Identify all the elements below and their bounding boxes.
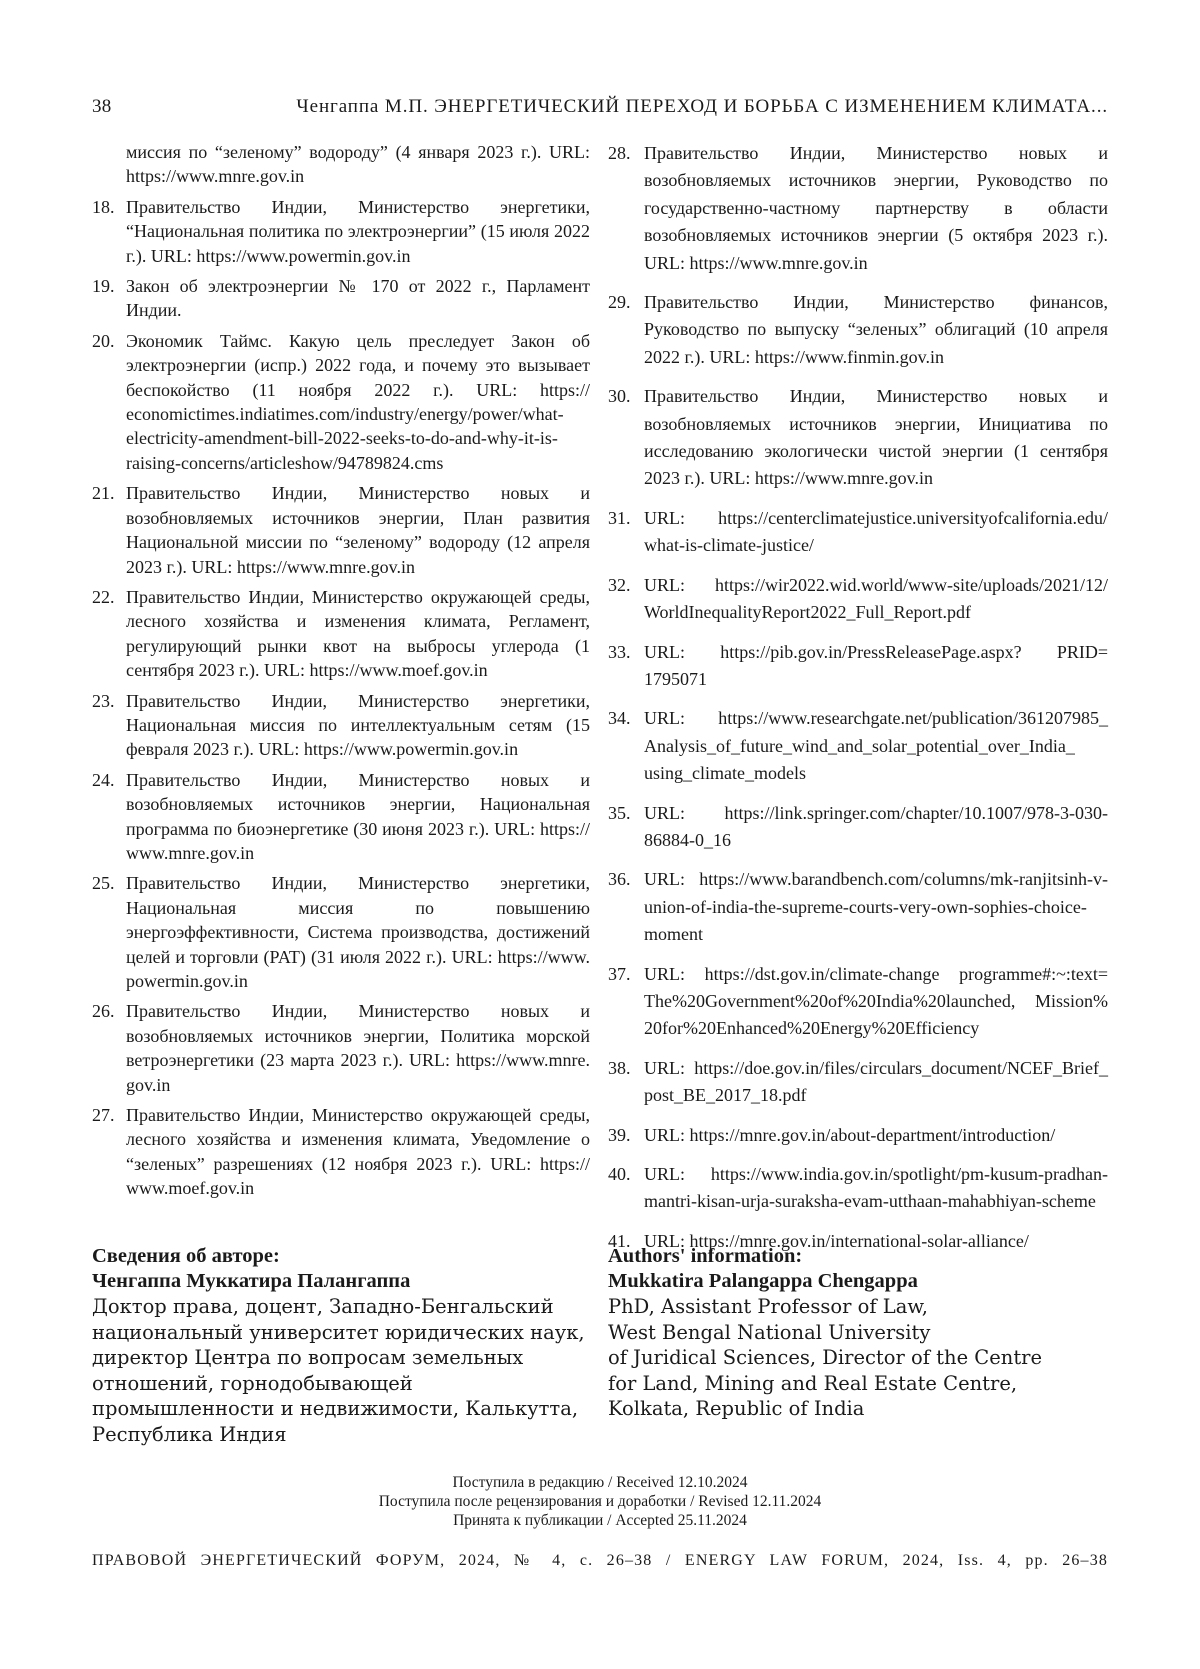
- reference-text: URL:​ https:​/​/​www.​researchgate.​net/​publication/​361207985_​Analysis_​of_​future_​wind_​and_​solar_​potential_​over_​India_​using_​climate_​models: [644, 708, 1108, 784]
- reference-text: Правительство Индии, Министерство энергетики, Национальная миссия по повышению энергоэффективности, Система производства, достижений целей и торговли (PAT) (31 июля 2022 г.​).​ URL:​ https:​/​/​www.​powermin.​gov.​in: [126, 873, 590, 991]
- reference-text: URL:​ https:​/​/​www.​india.​gov.​in/​spotlight/​pm-​kusum-​pradhan-​mantri-​kisan-​urja-​suraksha-​evam-​utthaan-​mahabhiyan-​scheme: [644, 1164, 1108, 1212]
- reference-item: [608, 1122, 1108, 1149]
- reference-number: 25.: [92, 873, 115, 894]
- submission-dates: [0, 1473, 1200, 1530]
- reference-number: 29.: [608, 292, 631, 313]
- reference-number: 31.: [608, 507, 631, 528]
- reference-text: URL:​ https:​/​/​wir2022.​wid.​world/​www-​site/​uploads/​2021/​12/​WorldInequalityReport2022_​Full_​Report.​pdf: [644, 574, 1108, 623]
- author-info-heading: Authors' information:: [608, 1245, 803, 1267]
- reference-item: [608, 639, 1108, 694]
- reference-number: 32.: [608, 574, 631, 595]
- page-number: 38: [92, 96, 112, 117]
- reference-text: URL:​ https:​/​/​pib.​gov.​in/​PressReleasePage.​aspx? PRID=​1795071: [644, 641, 1108, 689]
- reference-text: URL:​ https:​/​/​link.​springer.​com/​chapter/​10.​1007/​978-​3-​030-​86884-​0_​16: [644, 802, 1108, 850]
- reference-item: [608, 140, 1108, 277]
- reference-item: [92, 274, 590, 323]
- reference-text: URL:​ https:​/​/​mnre.​gov.​in/​international-​solar-​alliance/​: [644, 1230, 1029, 1251]
- reference-item: [608, 1055, 1108, 1110]
- reference-text: Правительство Индии, Министерство новых и возобновляемых источников энергии, Руководство по государственно-​частному партнерству в области возобновляемых источников энергии (5 октября 2023 г.​).​ URL:​ https:​/​/​www.​mnre.​gov.​in: [644, 143, 1108, 273]
- reference-number: 40.: [608, 1164, 631, 1184]
- reference-text: Правительство Индии, Министерство окружающей среды, лесного хозяйства и изменения климата, Регламент, регулирующий рынки квот на выбросы углерода (1 сентября 2023 г.​).​ URL:​ https:​/​/​www.​moef.​gov.​in: [126, 586, 590, 681]
- reference-number: 34.: [608, 708, 631, 729]
- journal-footer: ПРАВОВОЙ ЭНЕРГЕТИЧЕСКИЙ ФОРУМ, 2024, № 4, с. 26–38 / ENERGY LAW FORUM, 2024, Iss. 4, pp. 26–38: [92, 1552, 1108, 1569]
- reference-number: 18.: [92, 196, 115, 217]
- reference-text: миссия по “зеленому” водороду” (4 января 2023 г.​).​ URL:​ https:​/​/​www.​mnre.​gov.​in: [126, 142, 590, 187]
- reference-item: [92, 871, 590, 993]
- reference-number: 27.: [92, 1105, 115, 1126]
- reference-item: [92, 329, 590, 475]
- accepted-date: Принята к публикации / Accepted 25.11.2024: [453, 1512, 747, 1529]
- author-info-english: [608, 1244, 1108, 1422]
- reference-text: URL:​ https:​/​/​dst.​gov.​in/​climate-​change programme#​:​~​:​text=​The%​20Government%​20of%​20India%​20launched, Mission%​20for%​20Enhanced%​20Energy%​20Efficiency: [644, 963, 1108, 1039]
- running-title: Ченгаппа М.П. ЭНЕРГЕТИЧЕСКИЙ ПЕРЕХОД И БОРЬБА С ИЗМЕНЕНИЕМ КЛИМАТА...: [296, 96, 1108, 117]
- reference-number: 26.: [92, 1001, 115, 1022]
- author-bio-line: West Bengal National University: [608, 1320, 931, 1344]
- references-right-column: [608, 140, 1108, 1267]
- reference-item: [608, 383, 1108, 493]
- reference-number: 24.: [92, 769, 115, 790]
- author-bio-line: PhD, Assistant Professor of Law,: [608, 1295, 928, 1318]
- author-bio-line: of Juridical Sciences, Director of the Centre: [608, 1346, 1043, 1369]
- reference-number: 41.: [608, 1230, 631, 1251]
- reference-number: 19.: [92, 276, 115, 297]
- author-bio-line: for Land, Mining and Real Estate Centre,: [608, 1371, 1018, 1395]
- reference-item: [608, 1161, 1108, 1216]
- author-info-heading: Сведения об авторе:: [92, 1245, 280, 1267]
- reference-item: [92, 585, 590, 683]
- author-name: Ченгаппа Муккатира Палангаппа: [92, 1270, 411, 1292]
- reference-number: 28.: [608, 143, 631, 163]
- reference-item: [608, 572, 1108, 627]
- author-bio: Доктор права, доцент, Западно-Бенгальский национальный университет юридических наук, директор Центра по вопросам земельных отношений, горнодобывающей промышленности и недвижимости, Калькутта, Республика Индия: [92, 1295, 585, 1446]
- reference-text: Правительство Индии, Министерство новых и возобновляемых источников энергии, Политика морской ветроэнергетики (23 марта 2023 г.​).​ URL:​ https:​/​/​www.​mnre.​gov.​in: [126, 1001, 590, 1095]
- reference-number: 39.: [608, 1124, 631, 1145]
- reference-text: Правительство Индии, Министерство финансов, Руководство по выпуску “зеленых” облигаций (10 апреля 2022 г.​).​ URL:​ https:​/​/​www.​finmin.​gov.​in: [644, 292, 1108, 367]
- reference-item: [608, 961, 1108, 1043]
- received-date: Поступила в редакцию / Received 12.10.2024: [452, 1474, 748, 1491]
- reference-item: [92, 481, 590, 579]
- reference-item: [92, 999, 590, 1097]
- reference-item: [608, 289, 1108, 371]
- reference-item: [92, 1103, 590, 1201]
- revised-date: Поступила после рецензирования и доработки / Revised 12.11.2024: [378, 1493, 822, 1510]
- reference-item: [608, 866, 1108, 948]
- author-bio: [608, 1294, 1108, 1422]
- reference-item: [92, 689, 590, 762]
- reference-text: Правительство Индии, Министерство энергетики, Национальная миссия по интеллектуальным сетям (15 февраля 2023 г.​).​ URL:​ https:​/​/​www.​powermin.​gov.​in: [126, 690, 590, 760]
- running-header: [92, 96, 1108, 118]
- reference-text: URL:​ https:​/​/​www.​barandbench.​com/​columns/​mk-​ranjitsinh-​v-​union-​of-​india-​the-​supreme-​courts-​very-​own-​sophies-​choice-​moment: [644, 869, 1108, 945]
- author-info-russian: [92, 1244, 592, 1447]
- reference-text: Закон об электроэнергии № 170 от 2022 г.​, Парламент Индии.​: [126, 276, 590, 321]
- reference-number: 23.: [92, 690, 115, 711]
- reference-text: URL:​ https:​/​/​centerclimatejustice.​universityofcalifornia.​edu/​what-​is-​climate-​justice/​: [644, 507, 1108, 556]
- reference-text: URL:​ https:​/​/​mnre.​gov.​in/​about-​department/​introduction/​: [644, 1124, 1056, 1145]
- reference-text: Правительство Индии, Министерство новых и возобновляемых источников энергии, Инициатива по исследованию экологически чистой энергии (1 сентября 2023 г.​).​ URL:​ https:​/​/​www.​mnre.​gov.​in: [644, 386, 1108, 489]
- reference-text: Правительство Индии, Министерство энергетики, “Национальная политика по электроэнергии” (15 июля 2022 г.​).​ URL:​ https:​/​/​www.​powermin.​gov.​in: [126, 196, 590, 266]
- reference-item: [608, 505, 1108, 560]
- reference-text: URL:​ https:​/​/​doe.​gov.​in/​files/​circulars_​document/​NCEF_​Brief_​post_​BE_​2017_​18.​pdf: [644, 1057, 1108, 1106]
- author-name: Mukkatira Palangappa Chengappa: [608, 1270, 918, 1292]
- reference-item: [608, 800, 1108, 855]
- reference-text: Правительство Индии, Министерство окружающей среды, лесного хозяйства и изменения климата, Уведомление о “зеленых” разрешениях (12 ноября 2023 г.​).​ URL:​ https:​/​/​www.​moef.​gov.​in: [126, 1105, 590, 1199]
- reference-text: Правительство Индии, Министерство новых и возобновляемых источников энергии, План развития Национальной миссии по “зеленому” водороду (12 апреля 2023 г.​).​ URL:​ https:​/​/​www.​mnre.​gov.​in: [126, 483, 590, 577]
- reference-number: 36.: [608, 869, 631, 890]
- reference-item: [92, 768, 590, 866]
- reference-text: Правительство Индии, Министерство новых и возобновляемых источников энергии, Национальная программа по биоэнергетике (30 июня 2023 г.​).​ URL:​ https:​/​/​www.​mnre.​gov.​in: [126, 769, 590, 863]
- reference-number: 38.: [608, 1057, 631, 1078]
- reference-number: 35.: [608, 802, 631, 823]
- reference-text: Экономик Таймс.​ Какую цель преследует Закон об электроэнергии (испр.​) 2022 года, и почему это вызывает беспокойство (11 ноября 2022 г.​).​ URL:​ https:​/​/​economictimes.​indiatimes.​com/​industry/​energy/​power/​what-​electricity-​amendment-​bill-​2022-​seeks-​to-​do-​and-​why-​it-​is-​raising-​concerns/​articleshow/​94789824.​cms: [126, 330, 590, 473]
- reference-number: 33.: [608, 641, 631, 662]
- reference-number: 22.: [92, 586, 115, 607]
- references-left-column: [92, 140, 590, 1207]
- reference-number: 30.: [608, 386, 631, 407]
- reference-number: 37.: [608, 963, 631, 984]
- reference-item: [92, 195, 590, 268]
- reference-number: 20.: [92, 330, 115, 351]
- reference-number: 21.: [92, 483, 115, 504]
- author-bio-line: Kolkata, Republic of India: [608, 1397, 865, 1420]
- reference-item: [608, 705, 1108, 787]
- reference-item: [92, 140, 590, 189]
